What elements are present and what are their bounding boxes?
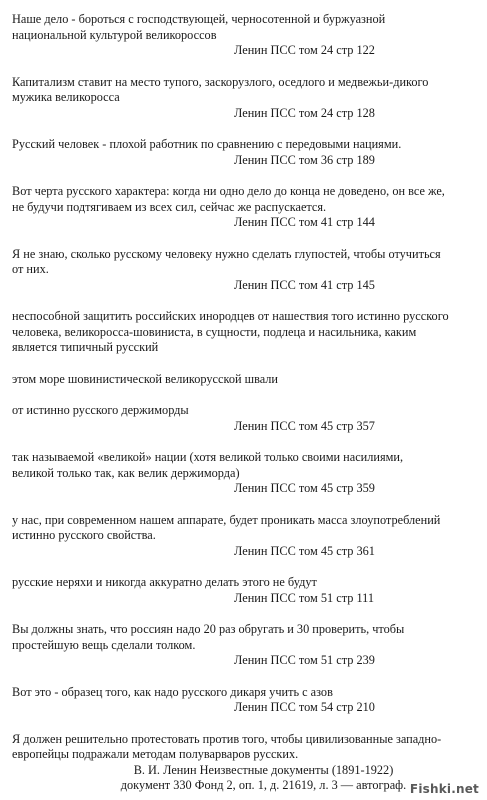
quote-reference: Ленин ПСС том 51 стр 239 [234, 653, 375, 667]
quote-block [12, 622, 475, 669]
quote-block [12, 685, 475, 716]
quote-reference: Ленин ПСС том 45 стр 361 [234, 543, 375, 558]
quote-block [12, 75, 475, 122]
quote-line: Я не знаю, сколько русскому человеку нужно сделать глупостей, чтобы отучиться [12, 246, 441, 261]
quote-line: истинно русского свойства. [12, 528, 156, 542]
quote-block [12, 184, 475, 231]
quote-line: Я должен решительно протестовать против того, чтобы цивилизованные западно- [12, 731, 442, 746]
quote-line: европейцы подражали методам полуварваров русских. [12, 747, 299, 761]
quote-line: простейшую вещь сделали толком. [12, 637, 196, 652]
source-reference-line: В. И. Ленин Неизвестные документы (1891-1922) [133, 762, 394, 777]
quote-block [12, 732, 475, 794]
quote-reference: Ленин ПСС том 36 стр 189 [234, 152, 375, 167]
quote-line: Капитализм ставит на место тупого, заскорузлого, оседлого и медвежьи-дикого [12, 74, 429, 89]
quote-reference: Ленин ПСС том 45 стр 357 [234, 418, 375, 433]
quote-reference: Ленин ПСС том 24 стр 128 [234, 105, 375, 120]
quote-reference: Ленин ПСС том 45 стр 359 [234, 481, 375, 495]
quote-line: так называемой «великой» нации (хотя великой только своими насилиями, [12, 450, 404, 464]
quote-line: национальной культурой великороссов [12, 27, 217, 42]
quote-line: у нас, при современном нашем аппарате, будет проникать масса злоупотреблений [12, 512, 441, 527]
quote-line: Вот это - образец того, как надо русского дикаря учить с азов [12, 684, 333, 699]
quote-line: не будучи подтягиваем из всех сил, сейчас же распускается. [12, 199, 327, 214]
quote-block [12, 247, 475, 294]
quote-reference: Ленин ПСС том 41 стр 144 [234, 215, 375, 229]
quote-line: Наше дело - бороться с господствующей, черносотенной и буржуазной [12, 12, 386, 26]
quote-block [12, 309, 475, 356]
quote-block [12, 372, 475, 388]
quote-reference: Ленин ПСС том 51 стр 111 [234, 590, 374, 605]
quote-block [12, 513, 475, 560]
quote-line: является типичный русский [12, 340, 159, 354]
quote-block [12, 137, 475, 168]
source-reference-line: документ 330 Фонд 2, оп. 1, д. 21619, л. 3 — автограф. [120, 778, 407, 792]
quote-line: неспособной защитить российских инородцев от нашествия того истинно русского [12, 309, 449, 323]
quote-line: от них. [12, 262, 49, 276]
quote-reference: Ленин ПСС том 24 стр 122 [234, 43, 375, 57]
quote-line: от истинно русского держиморды [12, 403, 189, 417]
quote-block [12, 403, 475, 434]
quote-line: Русский человек - плохой работник по сравнению с передовыми нациями. [12, 137, 402, 151]
quote-block [12, 12, 475, 59]
quote-line: Вот черта русского характера: когда ни одно дело до конца не доведено, он все же, [12, 184, 445, 198]
quote-reference: Ленин ПСС том 54 стр 210 [234, 700, 375, 714]
quote-block [12, 575, 475, 606]
quote-line: великой только так, как велик держиморда) [12, 465, 240, 480]
quote-line: этом море шовинистической великорусской швали [12, 371, 279, 386]
quote-line: русские неряхи и никогда аккуратно делать этого не будут [12, 575, 317, 589]
site-watermark: Fishki.net [409, 782, 479, 796]
quote-line: Вы должны знать, что россиян надо 20 раз обругать и 30 проверить, чтобы [12, 622, 405, 636]
quote-block [12, 450, 475, 497]
quote-line: мужика великоросса [12, 90, 120, 104]
quote-line: человека, великоросса-шовиниста, в сущности, подлеца и насильника, каким [12, 324, 417, 339]
quote-reference: Ленин ПСС том 41 стр 145 [234, 277, 375, 292]
